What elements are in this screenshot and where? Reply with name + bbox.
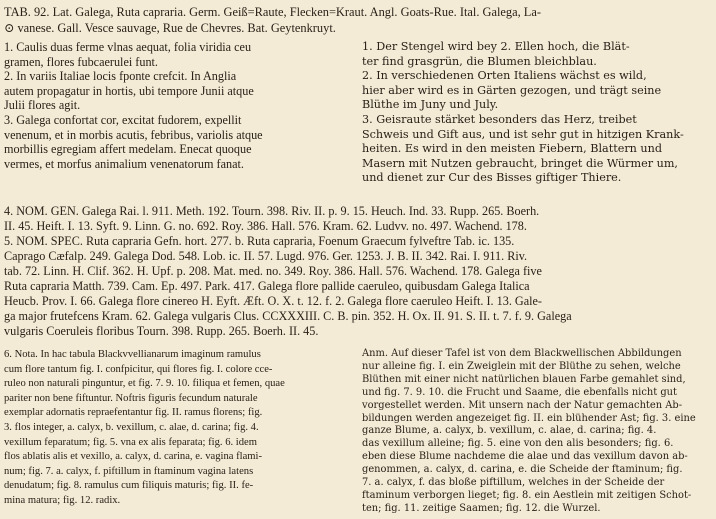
german-line: Masern mit Nutzen gebraucht, bringet die Würmer um, xyxy=(362,156,678,170)
latin-line: 1. Caulis duas ferme vlnas aequat, folia viridia ceu xyxy=(4,40,252,54)
nom-line: Heucb. Prov. I. 66. Galega flore cinereo H. Eyft. Æft. O. X. t. 12. f. 2. Galega flore caeruleo Heift. I. 13. Gale- xyxy=(4,294,542,308)
latin-line: autem propagatur in hortis, ubi tempore Junii atque xyxy=(4,83,254,98)
nota-line: pariter non bene fiftuntur. Noftris figuris fecundum naturale xyxy=(4,392,258,404)
german-line: hier aber wird es in Gärten gezogen, und trägt seine xyxy=(362,83,662,97)
nom-line: 5. NOM. SPEC. Ruta capraria Gefn. hort. 277. b. Ruta capraria, Foenum Graecum fylveftre Tab. ic. 135. xyxy=(4,234,515,248)
latin-line: 2. In variis Italiae locis fponte crefcit. In Anglia xyxy=(4,69,237,84)
nom-line: Ruta capraria Matth. 739. Cam. Ep. 497. Park. 417. Galega flore pallide caeruleo, quibusdam Galega Italica xyxy=(4,279,530,293)
anm-line: das vexillum alleine; fig. 5. eine von den alis besonders; fig. 6. xyxy=(362,438,674,450)
nota-line: mina matura; fig. 12. radix. xyxy=(4,494,121,506)
latin-line: morbillis egregiam affert medelam. Enecat quoque xyxy=(4,142,252,157)
german-line: Blüthe im Juny und July. xyxy=(362,98,499,112)
latin-column xyxy=(4,40,356,171)
german-line: und dienet zur Cur des Bisses giftiger Thiere. xyxy=(362,171,622,185)
german-line: heiten. Es wird in den meisten Fiebern, Blattern und xyxy=(362,142,663,156)
header-line: ⊙ vanese. Gall. Vesce sauvage, Rue de Chevres. Bat. Geytenkruyt. xyxy=(4,21,336,35)
anm-line: vorgestellet werden. Mit unsern nach der Natur gemachten Ab- xyxy=(362,399,683,411)
nom-line: ga major frutefcens Kram. 62. Galega vulgaris Clus. CCXXXIII. C. B. pin. 352. H. Ox. II. 91. S. II. t. 7. f. 9. Galega xyxy=(4,309,572,323)
anm-line: ftaminum verborgen lieget; fig. 8. ein Aestlein mit zeitigen Schot- xyxy=(362,489,692,501)
german-line: ter find grasgrün, die Blumen bleichblau. xyxy=(362,54,597,68)
latin-line: venenum, et in morbis acutis, febribus, variolis atque xyxy=(4,127,263,142)
anm-line: Blüthen mit einer nicht natürlichen blauen Farbe gemahlet sind, xyxy=(362,373,686,385)
anm-line: genommen, a. calyx, d. carina, e. die Scheide der ftaminum; fig. xyxy=(362,464,683,476)
anm-line: ganze Blume, a. calyx, b. vexillum, c. alae, d. carina; fig. 4. xyxy=(362,425,657,437)
nota-line: exemplar adornatis repraefentantur fig. II. ramus florens; fig. xyxy=(4,407,263,419)
nota-line: num; fig. 7. a. calyx, f. piftillum in ftaminum vagina latens xyxy=(4,465,254,477)
anm-line: 7. a. calyx, f. das bloße piftillum, welches in der Scheide der xyxy=(362,477,665,489)
nota-line: 3. flos integer, a. calyx, b. vexillum, c. alae, d. carina; fig. 4. xyxy=(4,421,259,433)
anm-line: nur alleine fig. I. ein Zweiglein mit der Blüthe zu sehen, welche xyxy=(362,360,681,372)
anm-line: und fig. 7. 9. 10. die Frucht und Saame, die ebenfalls nicht gut xyxy=(362,386,677,398)
anm-line: ten; fig. 11. zeitige Saamen; fig. 12. die Wurzel. xyxy=(362,502,601,514)
nota-line: cum flore tantum fig. I. confpicitur, qui flores fig. I. colore cce- xyxy=(4,363,273,375)
german-line: Schweis und Gift aus, und ist sehr gut in hitzigen Krank- xyxy=(362,127,684,141)
german-line: 3. Geisraute stärket besonders das Herz, treibet xyxy=(362,112,637,126)
latin-line: vermes, et morfus animalium venenatorum fanat. xyxy=(4,156,244,171)
nomenclature-block xyxy=(4,204,712,339)
german-column xyxy=(362,40,712,186)
nom-line: 4. NOM. GEN. Galega Rai. l. 911. Meth. 192. Tourn. 398. Riv. II. p. 9. 15. Heuch. Ind. 33. Rupp. 265. Boerh. xyxy=(4,204,540,218)
header-line: TAB. 92. Lat. Galega, Ruta capraria. Germ. Geiß=Raute, Flecken=Kraut. Angl. Goats-Rue. Ital. Galega, La- xyxy=(4,5,541,19)
nota-line: flos ablatis alis et vexillo, a. calyx, d. carina, e. vagina flami- xyxy=(4,451,262,463)
nota-line: 6. Nota. In hac tabula Blackvvellianarum imaginum ramulus xyxy=(4,349,261,360)
latin-line: Julii flores agit. xyxy=(4,98,81,113)
nota-column xyxy=(4,348,356,509)
german-line: 1. Der Stengel wird bey 2. Ellen hoch, die Blät- xyxy=(362,40,630,53)
nom-line: tab. 72. Linn. H. Clif. 362. H. Upf. p. 208. Mat. med. no. 349. Roy. 386. Hall. 576. Wachend. 178. Galega five xyxy=(4,264,542,278)
anm-line: eben diese Blume nachdeme die alae und das vexillum davon ab- xyxy=(362,451,688,463)
nom-line: Caprago Cæfalp. 249. Galega Dod. 548. Lob. ic. II. 57. Lugd. 976. Ger. 1253. J. B. II. 342. Rai. I. 911. Riv. xyxy=(4,249,528,263)
nota-line: denudatum; fig. 8. ramulus cum filiquis maturis; fig. II. fe- xyxy=(4,480,254,492)
nota-line: vexillum feparatum; fig. 5. vna ex alis feparata; fig. 6. idem xyxy=(4,436,257,448)
nota-line: ruleo non naturali pinguntur, et fig. 7. 9. 10. filiqua et femen, quae xyxy=(4,378,285,390)
latin-line: gramen, flores fubcaerulei funt. xyxy=(4,54,158,69)
anm-line: bildungen werden angezeiget fig. II. ein blühender Ast; fig. 3. eine xyxy=(362,412,696,424)
nom-line: vulgaris Coeruleis floribus Tourn. 398. Rupp. 265. Boerh. II. 45. xyxy=(4,324,319,338)
latin-line: 3. Galega confortat cor, excitat fudorem, expellit xyxy=(4,112,242,127)
anm-line: Anm. Auf dieser Tafel ist von dem Blackwellischen Abbildungen xyxy=(362,348,682,359)
anm-column xyxy=(362,348,712,516)
nom-line: II. 45. Heift. I. 13. Syft. 9. Linn. G. no. 692. Roy. 386. Hall. 576. Kram. 62. Ludvv. no. 497. Wachend. 178. xyxy=(4,219,527,233)
german-line: 2. In verschiedenen Orten Italiens wächst es wild, xyxy=(362,69,647,83)
header-block xyxy=(4,4,712,36)
